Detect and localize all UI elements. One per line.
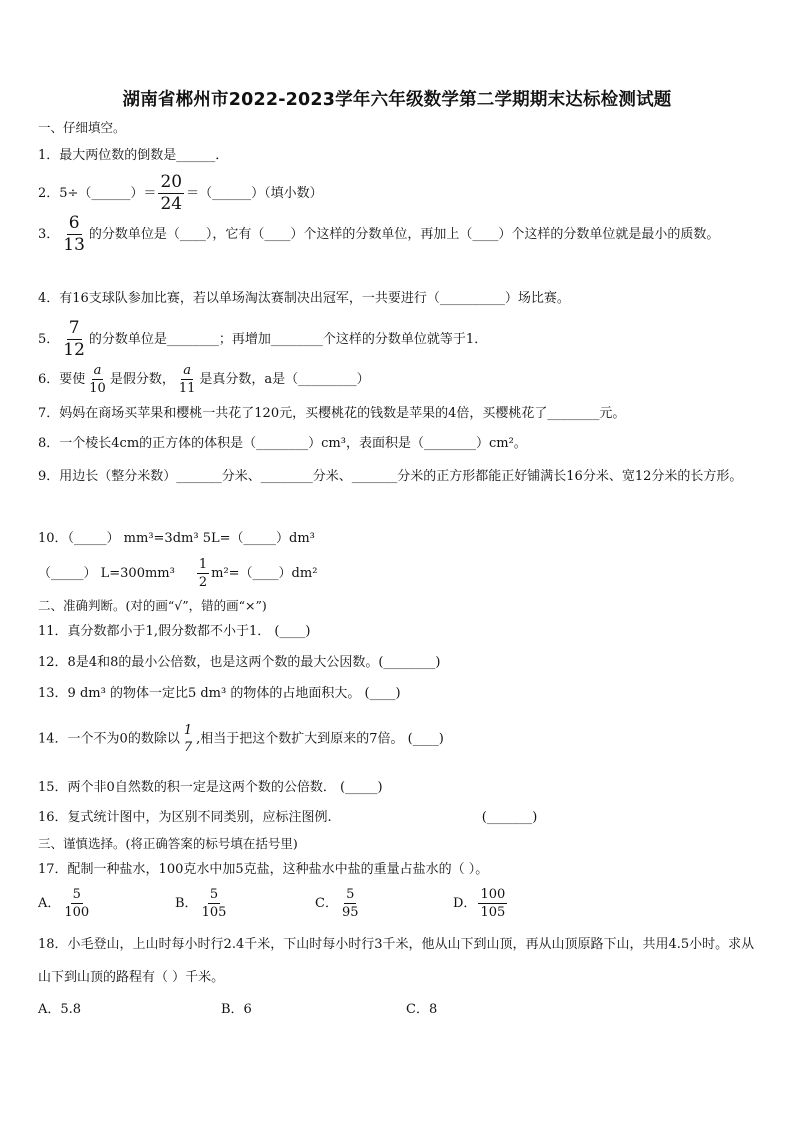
question-9: 9．用边长（整分米数）_______分米、________分米、_______分米的正方形都能正好铺满长16分米、宽12分米的长方形。 (38, 469, 743, 484)
fraction: $\frac{20}{24}$ (160, 172, 183, 214)
fraction: $\frac{6}{13}$ (63, 213, 85, 255)
question-12: 12．8是4和8的最小公倍数，也是这两个数的最大公因数。(________) (38, 655, 441, 670)
section-2-heading: 二、准确判断。(对的画“√”，错的画“×”) (38, 598, 267, 613)
question-17: 17．配制一种盐水，100克水中加5克盐，这种盐水中盐的重量占盐水的（ ）。 (38, 862, 489, 877)
fraction: $\frac{5}{105}$ (201, 887, 227, 920)
fraction: 1 7 (183, 723, 193, 755)
question-18: 18．小毛登山，上山时每小时行2.4千米，下山时每小时行3千米，他从山下到山顶，再从山顶原路下山，共用4.5小时。求从山下到山顶的路程有（ ）千米。 (38, 937, 755, 985)
question-13: 13．9 dm³ 的物体一定比5 dm³ 的物体的占地面积大。 (____) (38, 686, 401, 701)
option-b[interactable]: B． $\frac{5}{105}$ (175, 887, 227, 920)
fraction: $\frac{1}{2}$ (198, 557, 208, 590)
option-c[interactable]: C．8 (406, 1002, 438, 1017)
question-14: 14．一个不为0的数除以 1 7 ,相当于把这个数扩大到原来的7倍。 (____) (38, 723, 444, 755)
question-8: 8．一个棱长4cm的正方体的体积是（________）cm³，表面积是（________）cm²。 (38, 436, 527, 451)
fraction: $\frac{5}{100}$ (64, 887, 90, 920)
question-5: 5． $\frac{7}{12}$ 的分数单位是________；再增加________个这样的分数单位就等于1． (38, 318, 488, 360)
question-7: 7．妈妈在商场买苹果和樱桃一共花了120元，买樱桃花的钱数是苹果的4倍，买樱桃花了________元。 (38, 406, 626, 421)
section-1-heading: 一、仔细填空。 (38, 120, 126, 135)
question-1: 1．最大两位数的倒数是______． (38, 148, 229, 163)
fraction: $\frac{7}{12}$ (63, 318, 85, 360)
question-6: 6．要使 $\frac{a}{10}$ 是假分数， $\frac{a}{11}$ 是真分数，a是（_________） (38, 363, 370, 396)
question-11: 11．真分数都小于1,假分数都不小于1． (____) (38, 624, 311, 639)
question-3: 3． $\frac{6}{13}$ 的分数单位是（____），它有（____）个这样的分数单位，再加上（____）个这样的分数单位就是最小的质数。 (38, 213, 720, 255)
fraction: $\frac{5}{95}$ (341, 887, 359, 920)
question-2: 2．5÷（______）＝ $\frac{20}{24}$ ＝（______）（填小数） (38, 172, 323, 214)
question-10-line-2: （_____） L=300mm³ $\frac{1}{2}$ m²=（____）dm² (38, 557, 318, 590)
option-a[interactable]: A． $\frac{5}{100}$ (38, 887, 90, 920)
fraction: $\frac{a}{10}$ (89, 363, 106, 396)
option-c[interactable]: C． $\frac{5}{95}$ (315, 887, 359, 920)
section-3-heading: 三、谨慎选择。(将正确答案的标号填在括号里) (38, 836, 298, 851)
fraction: $\frac{a}{11}$ (178, 363, 196, 396)
question-4: 4．有16支球队参加比赛，若以单场淘汰赛制决出冠军，一共要进行（__________）场比赛。 (38, 291, 570, 306)
option-b[interactable]: B．6 (221, 1002, 252, 1017)
question-15: 15．两个非0自然数的积一定是这两个数的公倍数． (_____) (38, 780, 383, 795)
option-a[interactable]: A．5.8 (38, 1002, 82, 1017)
fraction: $\frac{100}{105}$ (480, 887, 506, 920)
option-d[interactable]: D． $\frac{100}{105}$ (453, 887, 506, 920)
page-title: 湖南省郴州市2022-2023学年六年级数学第二学期期末达标检测试题 (122, 90, 672, 110)
question-16: 16．复式统计图中，为区别不同类别，应标注图例. (_______) (38, 810, 538, 825)
question-10-line-1: 10．（_____） mm³=3dm³ 5L=（_____）dm³ (38, 531, 315, 546)
